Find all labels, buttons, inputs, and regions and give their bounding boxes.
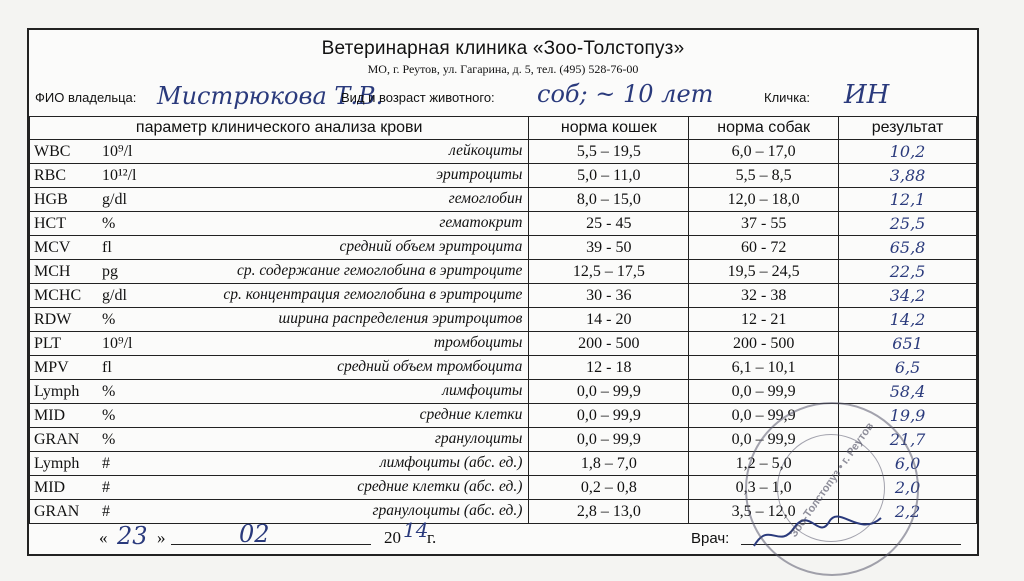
parameter-name: ср. концентрация гемоглобина в эритроците [223,286,523,303]
result-value: 12,1 [839,188,977,212]
dog-norm: 200 - 500 [689,332,839,356]
parameter-cell [30,212,529,236]
parameter-code: HCT [34,214,66,232]
parameter-cell [30,500,529,524]
parameter-unit: 10⁹/l [102,142,133,160]
dog-norm: 12 - 21 [689,308,839,332]
table-row [30,236,977,260]
result-value: 2,0 [839,476,977,500]
table-row [30,308,977,332]
result-value: 22,5 [839,260,977,284]
dog-norm: 6,1 – 10,1 [689,356,839,380]
parameter-unit: % [102,406,116,424]
parameter-name: средние клетки (абс. ед.) [357,478,523,495]
species-value: соб; ~ 10 лет [537,80,714,108]
parameter-unit: 10¹²/l [102,166,137,184]
parameter-code: GRAN [34,430,80,448]
cat-norm: 0,0 – 99,9 [529,404,689,428]
result-value: 65,8 [839,236,977,260]
parameter-name: ширина распределения эритроцитов [278,310,523,327]
parameter-unit: g/dl [102,190,127,208]
parameter-cell [30,140,529,164]
cat-norm: 0,0 – 99,9 [529,428,689,452]
table-row [30,380,977,404]
parameter-cell [30,236,529,260]
parameter-name: гемоглобин [448,190,523,207]
parameter-cell [30,404,529,428]
parameter-name: лимфоциты (абс. ед.) [379,454,523,471]
parameter-code: MCV [34,238,71,256]
parameter-unit: fl [102,238,112,256]
analysis-form [27,28,979,556]
cat-norm: 30 - 36 [529,284,689,308]
parameter-unit: fl [102,358,112,376]
parameter-unit: % [102,310,116,328]
table-row [30,260,977,284]
parameter-code: HGB [34,190,68,208]
table-row [30,164,977,188]
result-value: 2,2 [839,500,977,524]
result-value: 19,9 [839,404,977,428]
clinic-stamp [745,402,919,576]
result-value: 25,5 [839,212,977,236]
parameter-name: средний объем тромбоцита [337,358,523,375]
dog-norm: 0,0 – 99,9 [689,380,839,404]
parameter-code: WBC [34,142,71,160]
parameter-code: MID [34,478,66,496]
parameter-unit: # [102,454,110,472]
doctor-label: Врач: [691,530,730,547]
date-month: 02 [239,520,270,548]
parameter-unit: 10⁹/l [102,334,133,352]
parameter-unit: pg [102,262,118,280]
parameter-code: MPV [34,358,69,376]
parameter-name: гематокрит [439,214,523,231]
dog-norm: 37 - 55 [689,212,839,236]
parameter-unit: # [102,478,110,496]
table-row [30,212,977,236]
dog-norm: 0,0 – 99,9 [689,428,839,452]
dog-norm: 12,0 – 18,0 [689,188,839,212]
column-header: норма собак [689,117,839,140]
table-row [30,332,977,356]
parameter-code: PLT [34,334,61,352]
parameter-cell [30,188,529,212]
month-underline [171,544,371,545]
parameter-code: MID [34,406,66,424]
dog-norm: 1,2 – 5,0 [689,452,839,476]
parameter-cell [30,476,529,500]
table-row [30,356,977,380]
parameter-cell [30,452,529,476]
result-value: 651 [839,332,977,356]
table-header-row [30,117,977,140]
owner-value: Мистрюкова Т.В. [157,82,384,110]
name-label: Кличка: [764,90,811,105]
parameter-code: MCH [34,262,71,280]
clinic-name: Ветеринарная клиника «Зоо-Толстопуз» [321,38,685,59]
parameter-unit: g/dl [102,286,127,304]
column-header: норма кошек [529,117,689,140]
parameter-cell [30,164,529,188]
cat-norm: 0,0 – 99,9 [529,380,689,404]
parameter-name: гранулоциты (абс. ед.) [372,502,523,519]
clinic-address: МО, г. Реутов, ул. Гагарина, д. 5, тел. (495) 528-76-00 [367,62,639,76]
dog-norm: 19,5 – 24,5 [689,260,839,284]
cat-norm: 5,5 – 19,5 [529,140,689,164]
parameter-code: RDW [34,310,72,328]
cat-norm: 0,2 – 0,8 [529,476,689,500]
result-value: 34,2 [839,284,977,308]
year-suffix: 14 [403,518,429,542]
result-value: 10,2 [839,140,977,164]
parameter-name: лейкоциты [449,142,523,159]
quote-open: « [99,528,108,547]
parameter-cell [30,356,529,380]
parameter-cell [30,428,529,452]
year-prefix: 20 [384,528,401,547]
date-day: 23 [117,522,148,550]
cat-norm: 2,8 – 13,0 [529,500,689,524]
parameter-cell [30,284,529,308]
parameter-name: гранулоциты [434,430,523,447]
cat-norm: 14 - 20 [529,308,689,332]
result-value: 6,0 [839,452,977,476]
parameter-cell [30,260,529,284]
dog-norm: 0,0 – 99,9 [689,404,839,428]
table-row [30,140,977,164]
cat-norm: 25 - 45 [529,212,689,236]
parameter-name: тромбоциты [433,334,523,351]
year-end: г. [427,528,437,547]
parameter-cell [30,380,529,404]
owner-label: ФИО владельца: [35,90,137,105]
parameter-unit: # [102,502,110,520]
result-value: 58,4 [839,380,977,404]
parameter-unit: % [102,382,116,400]
parameter-cell [30,308,529,332]
dog-norm: 60 - 72 [689,236,839,260]
parameter-code: MCHC [34,286,82,304]
cat-norm: 12 - 18 [529,356,689,380]
cat-norm: 8,0 – 15,0 [529,188,689,212]
parameter-unit: % [102,430,116,448]
dog-norm: 0,3 – 1,0 [689,476,839,500]
species-label: Вид и возраст животного: [341,90,495,105]
dog-norm: 32 - 38 [689,284,839,308]
cat-norm: 1,8 – 7,0 [529,452,689,476]
column-header: результат [839,117,977,140]
result-value: 6,5 [839,356,977,380]
parameter-unit: % [102,214,116,232]
owner-row [29,82,977,114]
table-row [30,188,977,212]
parameter-code: Lymph [34,454,80,472]
table-row [30,284,977,308]
parameter-code: GRAN [34,502,80,520]
cat-norm: 12,5 – 17,5 [529,260,689,284]
parameter-name: средние клетки [419,406,523,423]
name-value: ИН [844,80,890,110]
parameter-name: средний объем эритроцита [339,238,523,255]
column-header: параметр клинического анализа крови [30,117,529,140]
dog-norm: 3,5 – 12,0 [689,500,839,524]
parameter-code: Lymph [34,382,80,400]
cat-norm: 39 - 50 [529,236,689,260]
stamp-text: Зоо-Толстопуз • г. Реутов [787,420,877,540]
result-value: 3,88 [839,164,977,188]
parameter-name: лимфоциты [442,382,523,399]
result-value: 21,7 [839,428,977,452]
parameter-cell [30,332,529,356]
parameter-name: ср. содержание гемоглобина в эритроците [236,262,523,279]
result-value: 14,2 [839,308,977,332]
cat-norm: 200 - 500 [529,332,689,356]
parameter-name: эритроциты [436,166,523,183]
parameter-code: RBC [34,166,67,184]
dog-norm: 6,0 – 17,0 [689,140,839,164]
cat-norm: 5,0 – 11,0 [529,164,689,188]
quote-close: » [157,528,166,547]
dog-norm: 5,5 – 8,5 [689,164,839,188]
